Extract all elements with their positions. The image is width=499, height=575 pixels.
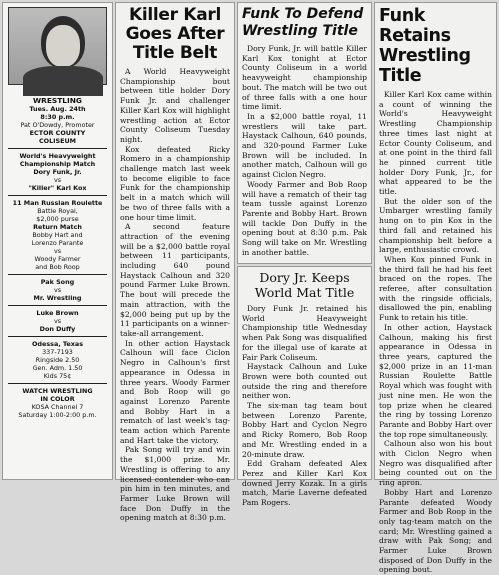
ad-vs-3: vs xyxy=(53,286,62,294)
ad-venue-1: ECTOR COUNTY xyxy=(29,129,86,137)
divider xyxy=(8,195,107,196)
ad-tv-4: Saturday 1:00-2:00 p.m. xyxy=(18,411,97,419)
article-killer-karl xyxy=(115,2,235,523)
ad-tv-2: IN COLOR xyxy=(40,395,75,403)
article-headline: Killer Karl Goes After Title Belt xyxy=(125,5,225,63)
article-funk-retains-title xyxy=(374,2,497,575)
ad-title-match: World's Heavyweight Championship Match xyxy=(19,152,96,168)
article-paragraph: The six-man tag team bout between Lorenzo Parente, Bobby Hart and Cyclon Negro and Ricky Romero, Bob Roop and Mr. Wrestling ended in a 20-minute draw. xyxy=(242,401,367,459)
ad-phone: 337-7193 xyxy=(42,348,73,356)
article-paragraph: Kox defeated Ricky Romero in a championship challenge match last week to become eligible to face Funk for the championship belt in a match which will be two of three falls with a one hour time limit. xyxy=(120,144,230,222)
ad-return-1: Return Match xyxy=(33,223,82,231)
ad-time: 8:30 p.m. xyxy=(40,113,75,121)
ad-general-price: Gen. Adm. 1.50 xyxy=(32,364,83,372)
ad-royal-3: $2,000 purse xyxy=(36,215,79,223)
article-paragraph: But the older son of the Umbarger wrestling family hung on to pin Kox in the third fall and retained his championship belt before a large, enthusiastic crowd. xyxy=(379,196,492,255)
article-paragraph: Dory Funk Jr. retained his World Heavyweight Championship title Wednesday when Pak Song was disqualified for the illegal use of karate at Fair Park Coliseum. xyxy=(242,304,367,362)
ad-ringside-price: Ringside 2.50 xyxy=(35,356,80,364)
article-paragraph: A World Heavyweight Championship bout between title holder Dory Funk Jr. and challenger Killer Karl Kox will highlight wrestling action at Ector County Coliseum Tuesday night. xyxy=(120,67,230,144)
article-headline: Dory Jr. Keeps World Mat Title xyxy=(254,270,355,300)
ad-promoter: Pat O'Dowdy, Promoter xyxy=(20,121,95,129)
article-paragraph: Killer Karl Kox came within a count of winning the World's Heavyweight Wrestling Championship three times last night at Ector County Coliseum, and at one point in the third fall he pinned current title holder Dory Funk, Jr., for what appeared to be the title. xyxy=(379,90,492,197)
article-paragraph: A second feature attraction of the evening will be a $2,000 battle royal between 11 participants, including 640 pound Haystack Calhoun and 320 pound Farmer Luke Brown. The bout will precede the main attraction, with the $2,000 being put up by the 11 participants on a winner-take-all arrangement. xyxy=(120,222,230,338)
article-paragraph: Haystack Calhoun and Luke Brown were both counted out outside the ring and therefore neither won. xyxy=(242,362,367,401)
ad-return-2: Bobby Hart and xyxy=(32,231,83,239)
ad-tv-3: KOSA Channel 7 xyxy=(31,403,84,411)
article-funk-to-defend xyxy=(237,2,372,264)
ad-kids-price: Kids 75¢ xyxy=(43,372,72,380)
article-paragraph: Bobby Hart and Lorenzo Parante defeated Woody Farmer and Bob Roop in the only tag-team match on the card; Mr. Wrestling gained a draw with Pak Song; and Farmer Luke Brown disposed of Don Duffy in the opening bout. xyxy=(379,487,492,575)
article-paragraph: Calhoun also won his bout with Ciclon Negro when Negro was disqualified after being counted out on the ring apron. xyxy=(379,439,492,488)
ad-match1-b: "Killer" Karl Kox xyxy=(28,184,87,192)
ad-match3-a: Pak Song xyxy=(40,278,75,286)
ad-vs-2: vs xyxy=(53,247,62,255)
ad-return-3: Lorenzo Parante xyxy=(31,239,84,247)
divider xyxy=(8,305,107,306)
ad-city: Odessa, Texas xyxy=(32,340,83,348)
ad-vs-1: vs xyxy=(53,176,62,184)
photo-shoulders xyxy=(23,66,103,96)
article-paragraph: Pak Song will try and win the $1,000 prize. Mr. Wrestling is offering to any licensed contender who can pin him in ten minutes, and Farmer Luke Brown will face Don Duffy in the opening match at 8:30 p.m. xyxy=(120,445,230,523)
article-paragraph: When Kox pinned Funk in the third fall he had his feet braced on the ropes. The referee, after consultation with the ringside officials, disallowed the pin, enabling Funk to retain his title. xyxy=(379,254,492,323)
ad-tv-1: WATCH WRESTLING xyxy=(22,387,93,395)
ad-match3-b: Mr. Wrestling xyxy=(33,294,82,302)
divider xyxy=(8,148,107,149)
article-paragraph: Woody Farmer and Bob Roop will have a rematch of their tag team tussle against Lorenzo Parente and Bobby Hart. Brown will tackle Don Duffy in the opening bout at 8:30 p.m. Pak Song will take on Mr. Wrestling in another battle. xyxy=(242,179,367,257)
article-paragraph: In other action Haystack Calhoun will face Ciclon Negro in Calhoun's first appearance in Odessa in three years. Woody Farmer and Bob Roop will go against Lorenzo Parente and Bobby Hart in a rematch of last week's tag-team action which Parente and Hart take the victory. xyxy=(120,338,230,445)
ad-royal-2: Battle Royal, xyxy=(37,207,78,215)
ad-return-5: and Bob Roop xyxy=(35,263,80,271)
photo-face xyxy=(46,25,80,67)
article-paragraph: In other action, Haystack Calhoun, making his first appearance in Odessa in three years, captured the $2,000 prize in an 11-man Russian Roulette Battle Royal which was fought with just nine men. He won the top prize when he cleared the ring by tossing Lorenzo Parante and Bobby Hart over the top rope simultaneously. xyxy=(379,322,492,439)
article-paragraph: Edd Graham defeated Alex Perez and Killer Karl Kox downed Jerry Kozak. In a girls match, Marie Laverne defeated Pam Rogers. xyxy=(242,459,367,508)
divider xyxy=(8,274,107,275)
article-paragraph: Dory Funk, Jr. will battle Killer Karl Kox tonight at Ector County Coliseum in a world heavyweight championship bout. The match will be two out of three falls with a one hour time limit. xyxy=(242,44,367,112)
article-headline: Funk To Defend Wrestling Title xyxy=(242,6,364,39)
ad-return-4: Woody Farmer xyxy=(34,255,81,263)
ad-match4-b: Don Duffy xyxy=(39,325,76,333)
wrestling-advertisement xyxy=(2,2,113,480)
ad-date: Tues. Aug. 24th xyxy=(29,105,86,113)
divider xyxy=(8,383,107,384)
ad-royal-1: 11 Man Russian Roulette xyxy=(12,199,103,207)
wrestler-photo xyxy=(8,7,107,85)
ad-event: WRESTLING xyxy=(33,96,82,105)
article-dory-keeps-title xyxy=(237,266,372,508)
article-headline: Funk Retains Wrestling Title xyxy=(379,6,471,86)
divider xyxy=(8,336,107,337)
article-paragraph: In a $2,000 battle royal, 11 wrestlers will take part. Haystack Calhoun, 640 pounds, and 320-pound Farmer Luke Brown will be included. In another match, Calhoun will go against Ciclon Negro. xyxy=(242,111,367,180)
ad-venue-2: COLISEUM xyxy=(38,137,77,145)
ad-match1-a: Dory Funk, Jr. xyxy=(33,168,82,176)
ad-vs-4: vs xyxy=(53,317,62,325)
ad-match4-a: Luke Brown xyxy=(36,309,79,317)
